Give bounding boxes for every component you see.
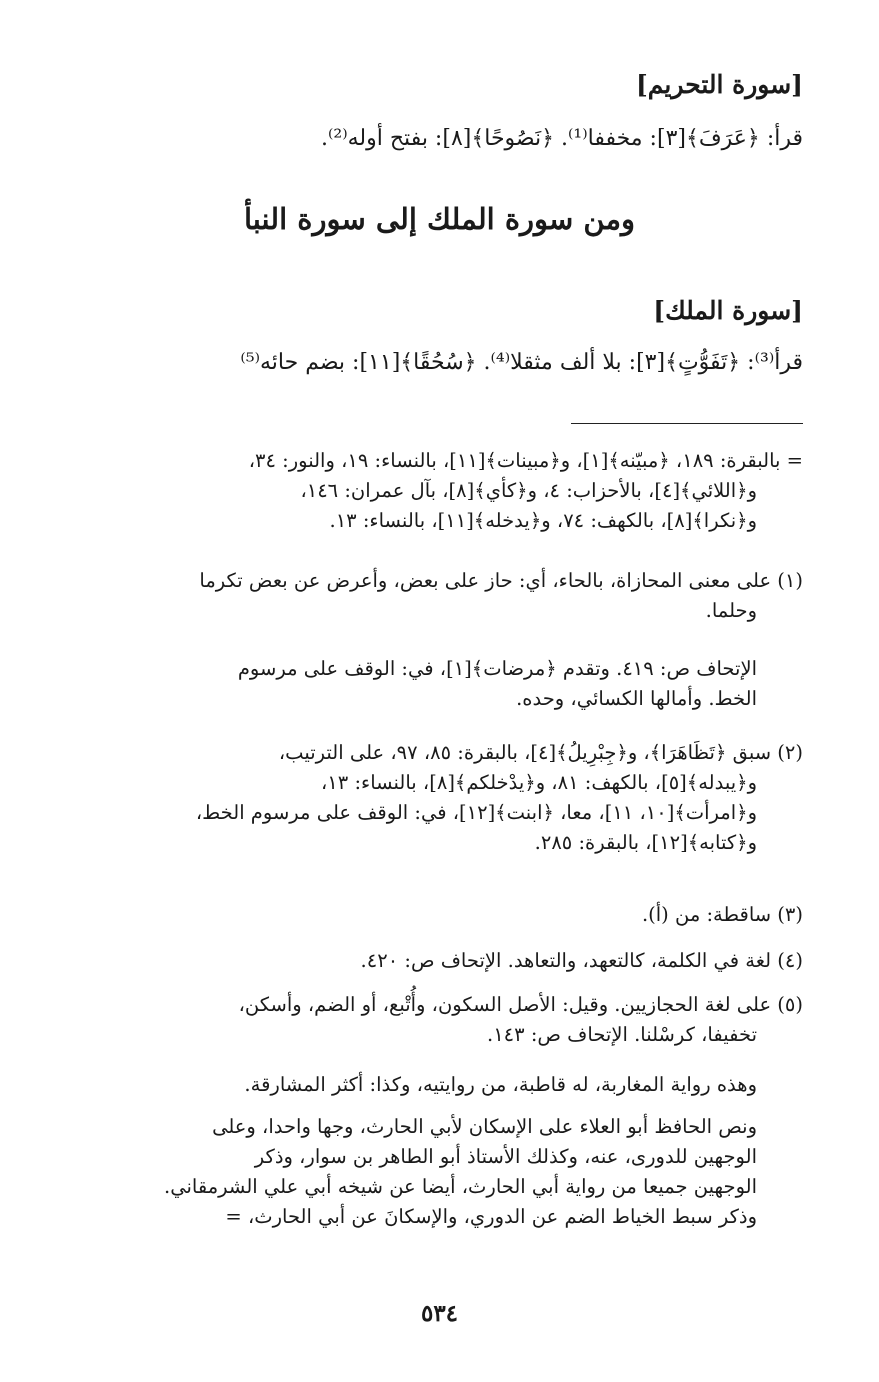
footnote-line: = بالبقرة: ١٨٩، ﴿مبيّنه﴾[١]، و﴿مبينات﴾[١١]، بالنساء: ١٩، والنور: ٣٤، [248,449,803,472]
footnote-5-extra [78,1070,803,1100]
footnote-line: الوجهين جميعا من رواية أبي الحارث، أيضا عن شيخه أبي علي الشرمقاني. [164,1175,757,1198]
footnote-line: (٢) سبق ﴿تَظَاهَرَا﴾، و﴿جِبْرِيلُ﴾[٤]، بالبقرة: ٨٥، ٩٧، على الترتيب، [278,741,803,764]
page-number: ٥٣٤ [420,1300,459,1327]
footnote-5-continued [78,1112,803,1232]
footnote-line: و﴿كتابه﴾[١٢]، بالبقرة: ٢٨٥. [534,831,757,854]
footnote-line: (٤) لغة في الكلمة، كالتعهد، والتعاهد. الإتحاف ص: ٤٢٠. [360,949,803,972]
footnote-2 [78,738,803,858]
footnote-line: (٣) ساقطة: من (أ). [641,903,803,926]
main-section-title: ومن سورة الملك إلى سورة النبأ [243,202,636,236]
footnote-1-extra [78,654,803,714]
footnote-line: تخفيفا، كرسْلنا. الإتحاف ص: ١٤٣. [487,1023,757,1046]
footnote-line: وهذه رواية المغاربة، له قاطبة، من روايتيه، وكذا: أكثر المشارقة. [244,1073,757,1096]
footnote-5 [78,990,803,1050]
footnote-line: الإتحاف ص: ٤١٩. وتقدم ﴿مرضات﴾[١]، في: الوقف على مرسوم [237,657,757,680]
footnote-3 [78,900,803,930]
footnote-line: (١) على معنى المحازاة، بالحاء، أي: حاز على بعض، وأعرض عن بعض تكرما [199,569,803,592]
footnote-line: و﴿يبدله﴾[٥]، بالكهف: ٨١، و﴿يدْخلكم﴾[٨]، بالنساء: ١٣، [321,771,757,794]
footnote-line: ونص الحافظ أبو العلاء على الإسكان لأبي الحارث، وجها واحدا، وعلى [212,1115,757,1138]
footnote-line: و﴿اللائي﴾[٤]، بالأحزاب: ٤، و﴿كأي﴾[٨]، بآل عمران: ١٤٦، [300,479,757,502]
footnote-line: الخط. وأمالها الكسائي، وحده. [516,687,757,710]
footnote-line: و﴿نكرا﴾[٨]، بالكهف: ٧٤، و﴿يدخله﴾[١١]، بالنساء: ١٣. [329,509,757,532]
footnote-4 [78,946,803,976]
footnote-1 [78,566,803,626]
tahrim-reading-line: قرأ: ﴿عَرَفَ﴾[٣]: مخففا⁽¹⁾. ﴿نَصُوحًا﴾[٨]: بفتح أوله⁽²⁾. [320,126,803,151]
footnote-line: الوجهين للدورى، عنه، وكذلك الأستاذ أبو الطاهر بن سوار، وذكر [254,1145,757,1168]
mulk-reading-line: قرأ⁽³⁾: ﴿تَفَوُّتٍ﴾[٣]: بلا ألف مثقلا⁽⁴⁾. ﴿سُحُقًا﴾[١١]: بضم حائه⁽⁵⁾ [240,350,803,375]
surah-mulk-header: [سورة الملك] [653,296,803,325]
surah-tahrim-header: [سورة التحريم] [635,70,803,99]
footnote-line: و﴿امرأت﴾[١٠، ١١]، معا، ﴿ابنت﴾[١٢]، في: الوقف على مرسوم الخط، [195,801,757,824]
footnote-continuation [78,446,803,536]
footnote-line: (٥) على لغة الحجازيين. وقيل: الأصل السكون، وأُتْبع، أو الضم، وأسكن، [238,993,803,1016]
footnote-line: وذكر سبط الخياط الضم عن الدوري، والإسكانَ عن أبي الحارث، = [225,1205,757,1228]
footnote-divider [571,423,803,424]
footnote-line: وحلما. [705,599,757,622]
